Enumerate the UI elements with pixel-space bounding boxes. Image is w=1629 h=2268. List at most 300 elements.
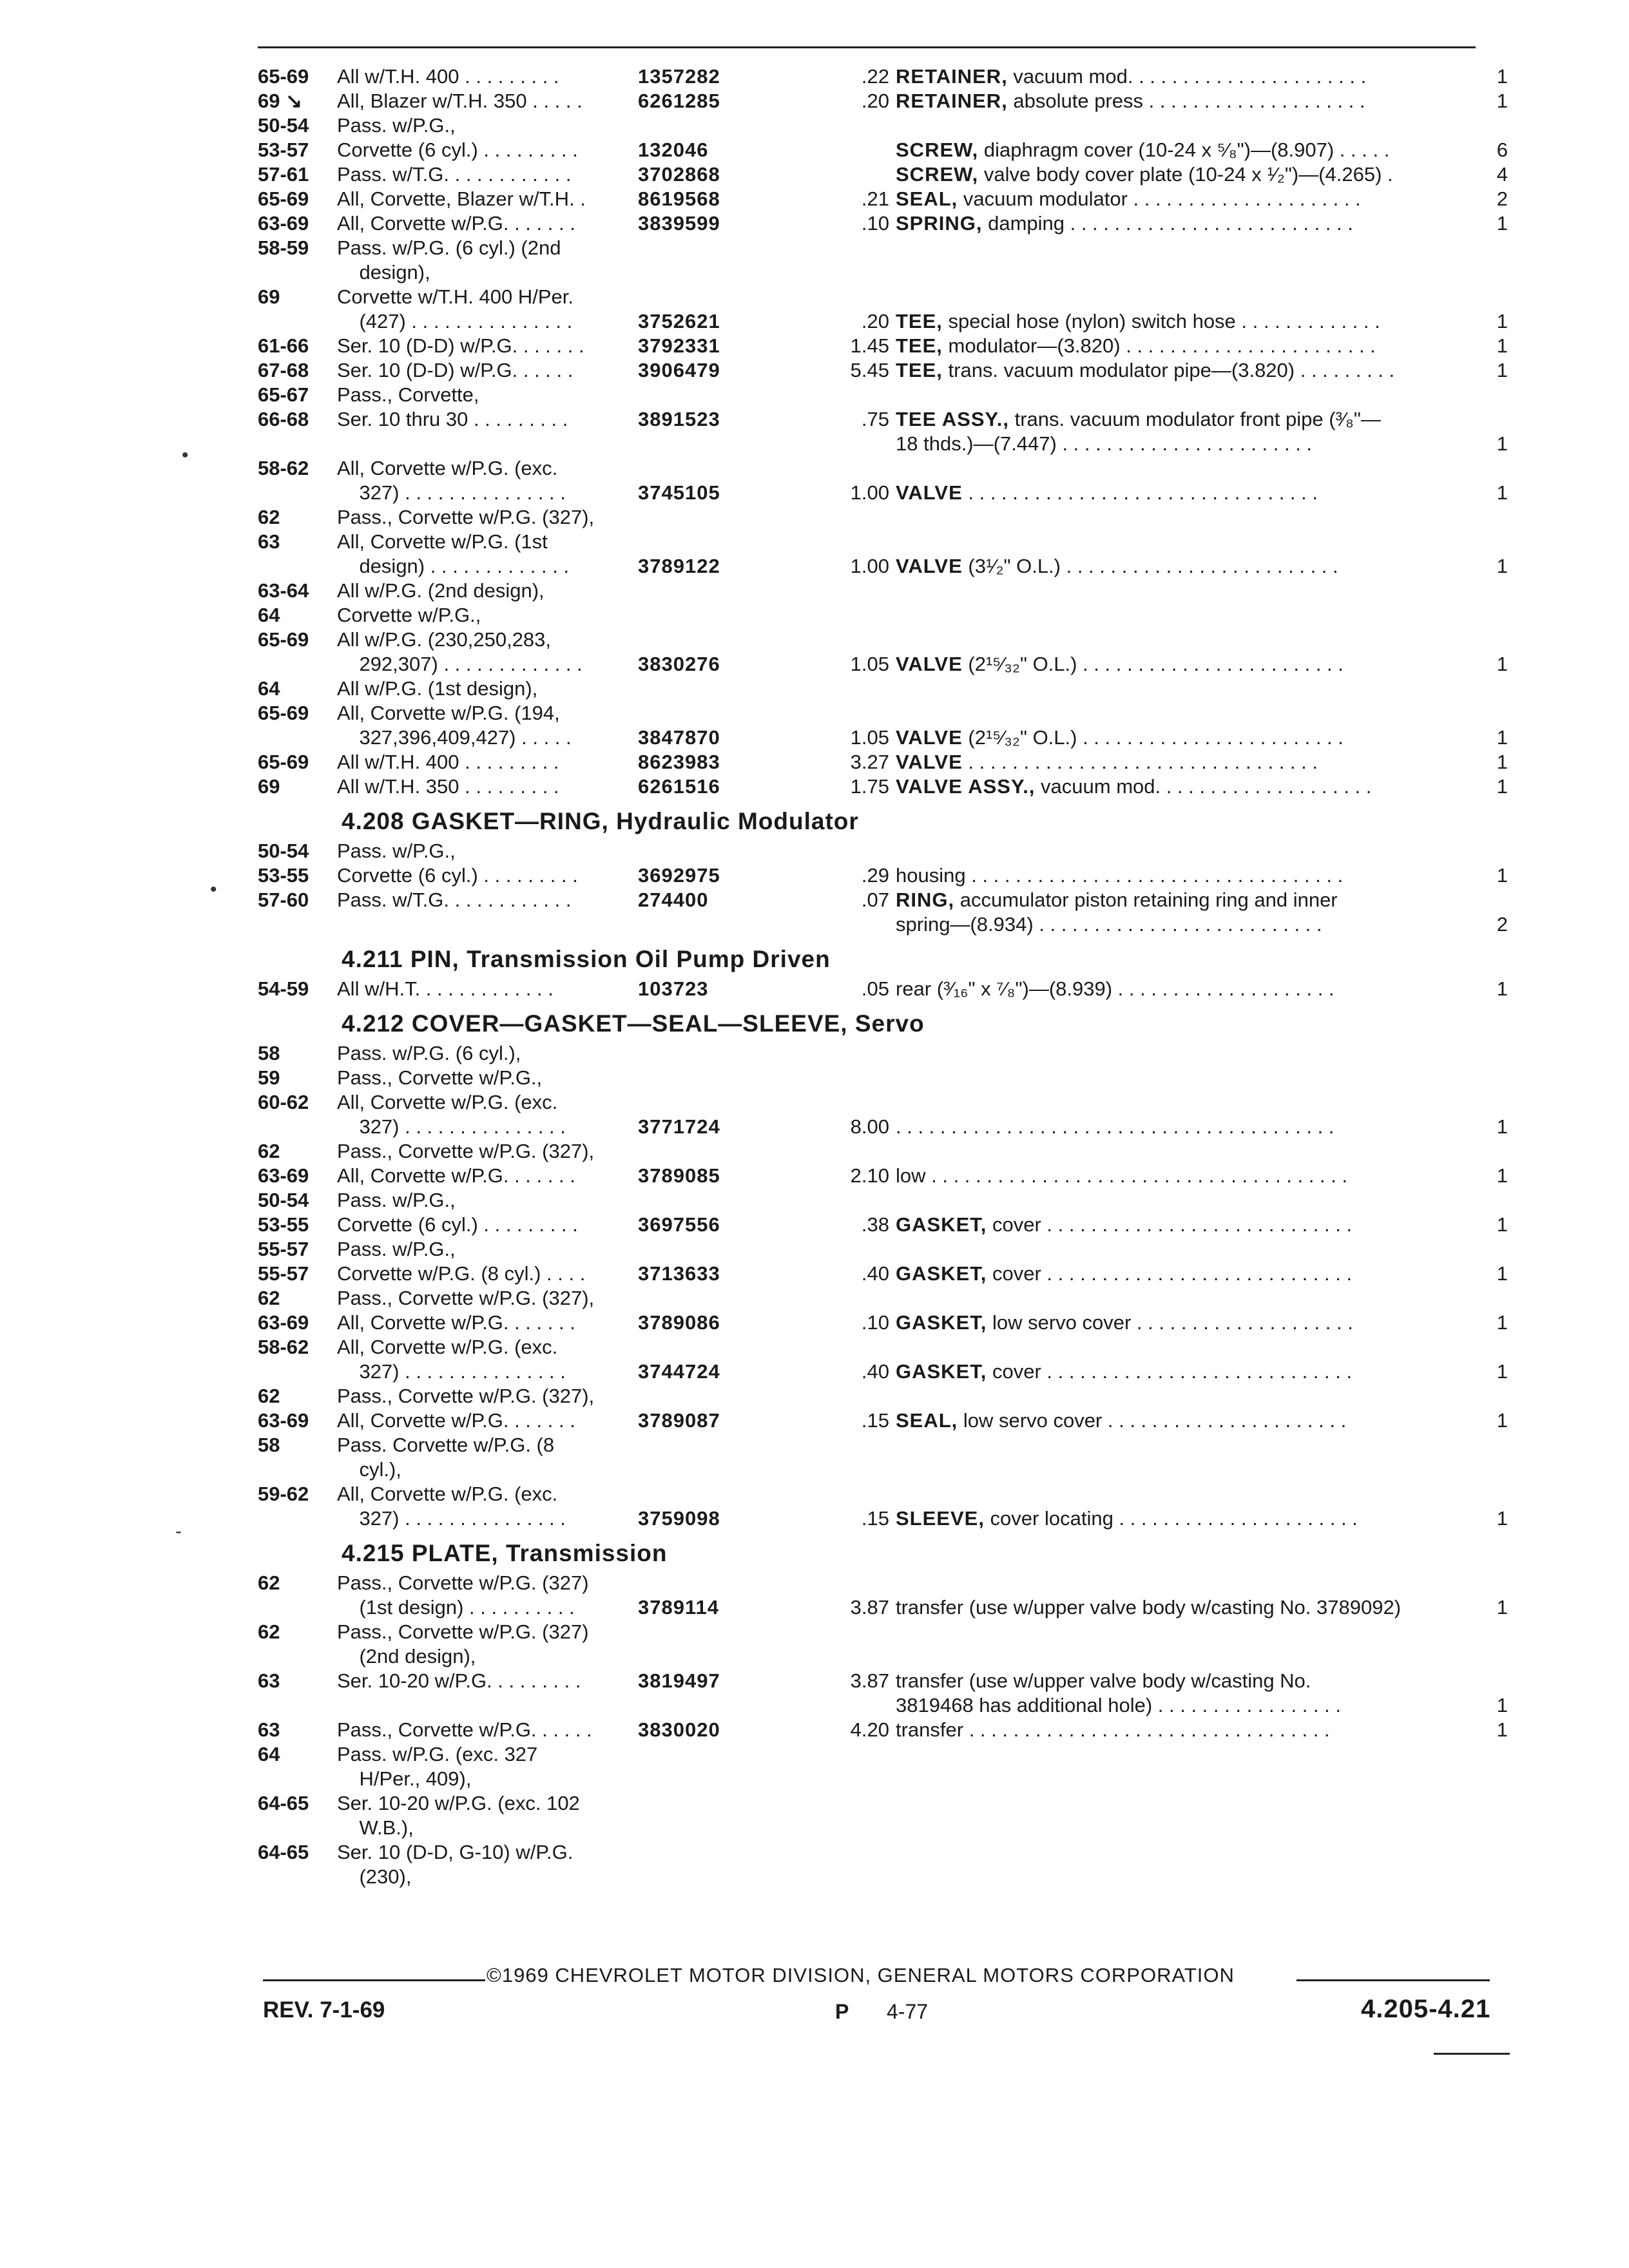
description: spring—(8.934) . . . . . . . . . . . . . . . . . . . . . . . . . . bbox=[896, 913, 1322, 936]
model-application: (1st design) . . . . . . . . . . bbox=[337, 1596, 575, 1619]
parts-row bbox=[258, 1041, 1508, 1066]
year-range: 59 bbox=[258, 1066, 280, 1089]
year-range: 63-64 bbox=[258, 579, 309, 602]
year-range: 64-65 bbox=[258, 1841, 309, 1863]
price: 3.87 bbox=[850, 1669, 889, 1692]
parts-row bbox=[258, 888, 1508, 912]
model-application: 292,307) . . . . . . . . . . . . . bbox=[337, 653, 583, 675]
model-application: 327) . . . . . . . . . . . . . . . bbox=[337, 481, 566, 504]
price: .75 bbox=[861, 408, 889, 430]
description: SCREW, valve body cover plate (10-24 x ¹⁄₂")—(4.265) . bbox=[896, 163, 1393, 186]
parts-row bbox=[258, 260, 1508, 285]
model-application: All w/T.H. 400 . . . . . . . . . bbox=[337, 65, 559, 88]
year-range: 65-69 bbox=[258, 702, 309, 724]
parts-row bbox=[258, 1237, 1508, 1262]
description: GASKET, cover . . . . . . . . . . . . . . . . . . . . . . . . . . . . bbox=[896, 1360, 1353, 1383]
parts-row bbox=[258, 162, 1508, 187]
description: VALVE . . . . . . . . . . . . . . . . . . . . . . . . . . . . . . . . bbox=[896, 481, 1318, 504]
quantity: 1 bbox=[1496, 310, 1508, 332]
model-application: Pass., Corvette w/P.G. (327), bbox=[337, 1287, 595, 1309]
price: 8.00 bbox=[850, 1115, 889, 1138]
year-range: 65-69 bbox=[258, 751, 309, 773]
description: transfer (use w/upper valve body w/casting No. bbox=[896, 1669, 1311, 1692]
parts-row bbox=[258, 1644, 1508, 1669]
model-application: Pass., Corvette w/P.G. (327), bbox=[337, 1140, 595, 1162]
description: SPRING, damping . . . . . . . . . . . . . . . . . . . . . . . . . . bbox=[896, 212, 1353, 235]
year-range: 69 bbox=[258, 285, 280, 308]
quantity: 1 bbox=[1496, 1360, 1508, 1383]
quantity: 1 bbox=[1496, 212, 1508, 235]
part-number: 3702868 bbox=[638, 163, 720, 186]
model-application: design) . . . . . . . . . . . . . bbox=[337, 555, 570, 577]
parts-row bbox=[258, 456, 1508, 481]
model-application: All, Corvette w/P.G. (exc. bbox=[337, 1483, 558, 1505]
model-application: Pass. w/P.G. (exc. 327 bbox=[337, 1743, 538, 1765]
model-application: Ser. 10 (D-D) w/P.G. . . . . . bbox=[337, 359, 574, 381]
description: RETAINER, absolute press . . . . . . . . . . . . . . . . . . . . bbox=[896, 90, 1365, 112]
year-range: 69 ↘ bbox=[258, 90, 303, 112]
margin-mark: • bbox=[210, 879, 217, 900]
year-range: 64-65 bbox=[258, 1792, 309, 1814]
quantity: 1 bbox=[1496, 432, 1508, 455]
model-application: All, Corvette, Blazer w/T.H. . bbox=[337, 187, 586, 210]
parts-row bbox=[258, 863, 1508, 888]
part-number: 3744724 bbox=[638, 1360, 720, 1383]
quantity: 1 bbox=[1496, 1262, 1508, 1285]
part-number: 3697556 bbox=[638, 1213, 720, 1236]
year-range: 62 bbox=[258, 506, 280, 528]
description: . . . . . . . . . . . . . . . . . . . . . . . . . . . . . . . . . . . . . . . . bbox=[896, 1115, 1335, 1138]
parts-row bbox=[258, 530, 1508, 554]
model-application: 327) . . . . . . . . . . . . . . . bbox=[337, 1360, 566, 1383]
section-heading-text: 4.211 PIN, Transmission Oil Pump Driven bbox=[342, 946, 831, 972]
model-application: Pass. w/P.G., bbox=[337, 114, 456, 137]
model-application: Pass. w/P.G. (6 cyl.) (2nd bbox=[337, 236, 561, 259]
price: .21 bbox=[861, 187, 889, 210]
year-range: 50-54 bbox=[258, 114, 309, 137]
parts-row bbox=[258, 113, 1508, 138]
part-number: 3839599 bbox=[638, 212, 720, 235]
description: GASKET, cover . . . . . . . . . . . . . . . . . . . . . . . . . . . . bbox=[896, 1262, 1353, 1285]
parts-row bbox=[258, 579, 1508, 603]
model-application: All, Blazer w/T.H. 350 . . . . . bbox=[337, 90, 583, 112]
model-application: All w/H.T. . . . . . . . . . . . . bbox=[337, 977, 554, 1000]
price: 4.20 bbox=[850, 1718, 889, 1741]
year-range: 63-69 bbox=[258, 1311, 309, 1334]
year-range: 64 bbox=[258, 1743, 280, 1765]
section-range: 4.205-4.21 bbox=[1361, 1995, 1491, 2023]
bottom-rule bbox=[1434, 2053, 1510, 2055]
section-heading-text: 4.212 COVER—GASKET—SEAL—SLEEVE, Servo bbox=[342, 1010, 925, 1037]
parts-row bbox=[258, 1669, 1508, 1693]
parts-row bbox=[258, 1164, 1508, 1188]
price: 3.87 bbox=[850, 1596, 889, 1619]
price: 1.05 bbox=[850, 653, 889, 675]
description: GASKET, low servo cover . . . . . . . . . . . . . . . . . . . . bbox=[896, 1311, 1353, 1334]
parts-row bbox=[258, 677, 1508, 701]
year-range: 55-57 bbox=[258, 1262, 309, 1285]
model-application: (2nd design), bbox=[337, 1645, 476, 1667]
parts-row bbox=[258, 89, 1508, 113]
model-application: Pass., Corvette, bbox=[337, 383, 479, 406]
part-number: 3906479 bbox=[638, 359, 720, 381]
quantity: 1 bbox=[1496, 1115, 1508, 1138]
description: low . . . . . . . . . . . . . . . . . . . . . . . . . . . . . . . . . . . . . . bbox=[896, 1164, 1348, 1187]
model-application: All, Corvette w/P.G. . . . . . . bbox=[337, 1409, 575, 1432]
part-number: 3789114 bbox=[638, 1596, 719, 1619]
description: RETAINER, vacuum mod. . . . . . . . . . . . . . . . . . . . . . bbox=[896, 65, 1367, 88]
year-range: 67-68 bbox=[258, 359, 309, 381]
model-application: Pass., Corvette w/P.G. (327), bbox=[337, 506, 595, 528]
description: VALVE (3¹⁄₂" O.L.) . . . . . . . . . . . . . . . . . . . . . . . . . bbox=[896, 555, 1338, 577]
year-range: 58-62 bbox=[258, 457, 309, 479]
parts-row bbox=[258, 236, 1508, 260]
model-application: Pass. w/P.G., bbox=[337, 1189, 456, 1211]
model-application: Corvette w/T.H. 400 H/Per. bbox=[337, 285, 574, 308]
price: .05 bbox=[861, 977, 889, 1000]
year-range: 53-55 bbox=[258, 1213, 309, 1236]
part-number: 3771724 bbox=[638, 1115, 720, 1138]
page-number: 4-77 bbox=[887, 2000, 929, 2023]
quantity: 1 bbox=[1496, 65, 1508, 88]
parts-row bbox=[258, 1816, 1508, 1840]
parts-row bbox=[258, 839, 1508, 863]
model-application: Pass. w/P.G., bbox=[337, 840, 456, 862]
description: rear (³⁄₁₆" x ⁷⁄₈")—(8.939) . . . . . . . . . . . . . . . . . . . . bbox=[896, 977, 1335, 1000]
model-application: (427) . . . . . . . . . . . . . . . bbox=[337, 310, 573, 332]
price: 3.27 bbox=[850, 751, 889, 773]
year-range: 65-69 bbox=[258, 65, 309, 88]
model-application: Pass., Corvette w/P.G. (327), bbox=[337, 1385, 595, 1407]
part-number: 3759098 bbox=[638, 1507, 720, 1530]
model-application: Corvette (6 cyl.) . . . . . . . . . bbox=[337, 1213, 578, 1236]
part-number: 8623983 bbox=[638, 751, 720, 773]
top-rule bbox=[258, 46, 1476, 48]
parts-row bbox=[258, 505, 1508, 530]
parts-row bbox=[258, 64, 1508, 89]
section-heading-text: 4.208 GASKET—RING, Hydraulic Modulator bbox=[342, 808, 859, 834]
model-application: Ser. 10 thru 30 . . . . . . . . . bbox=[337, 408, 568, 430]
price: .10 bbox=[861, 1311, 889, 1334]
description: GASKET, cover . . . . . . . . . . . . . . . . . . . . . . . . . . . . bbox=[896, 1213, 1353, 1236]
year-range: 60-62 bbox=[258, 1091, 309, 1113]
model-application: Pass., Corvette w/P.G. (327) bbox=[337, 1620, 589, 1643]
parts-row bbox=[258, 726, 1508, 750]
parts-row bbox=[258, 358, 1508, 383]
part-number: 3792331 bbox=[638, 334, 720, 357]
description: TEE ASSY., trans. vacuum modulator front pipe (³⁄₈"— bbox=[896, 408, 1381, 430]
model-application: Ser. 10-20 w/P.G. . . . . . . . . bbox=[337, 1669, 581, 1692]
part-number: 3789087 bbox=[638, 1409, 720, 1432]
parts-row bbox=[258, 309, 1508, 334]
parts-row bbox=[258, 1360, 1508, 1384]
price: .20 bbox=[861, 310, 889, 332]
part-number: 103723 bbox=[638, 977, 709, 1000]
model-application: All w/T.H. 350 . . . . . . . . . bbox=[337, 775, 559, 798]
quantity: 1 bbox=[1496, 1718, 1508, 1741]
model-application: 327) . . . . . . . . . . . . . . . bbox=[337, 1115, 566, 1138]
description: VALVE (2¹⁵⁄₃₂" O.L.) . . . . . . . . . . . . . . . . . . . . . . . . bbox=[896, 726, 1344, 749]
description: SCREW, diaphragm cover (10-24 x ⁵⁄₈")—(8.907) . . . . . bbox=[896, 139, 1390, 161]
quantity: 1 bbox=[1496, 653, 1508, 675]
parts-row bbox=[258, 774, 1508, 799]
price: .20 bbox=[861, 90, 889, 112]
model-application: cyl.), bbox=[337, 1458, 401, 1481]
price: .40 bbox=[861, 1262, 889, 1285]
quantity: 1 bbox=[1496, 555, 1508, 577]
description: housing . . . . . . . . . . . . . . . . . . . . . . . . . . . . . . . . . . bbox=[896, 864, 1344, 887]
parts-row bbox=[258, 701, 1508, 726]
part-number: 3713633 bbox=[638, 1262, 720, 1285]
description: TEE, special hose (nylon) switch hose . . . . . . . . . . . . . bbox=[896, 310, 1380, 332]
parts-row bbox=[258, 912, 1508, 937]
description: 18 thds.)—(7.447) . . . . . . . . . . . . . . . . . . . . . . . bbox=[896, 432, 1313, 455]
parts-row bbox=[258, 750, 1508, 774]
model-application: All, Corvette w/P.G. (exc. bbox=[337, 1091, 558, 1113]
year-range: 62 bbox=[258, 1385, 280, 1407]
parts-row bbox=[258, 1384, 1508, 1408]
price: 1.45 bbox=[850, 334, 889, 357]
quantity: 1 bbox=[1496, 726, 1508, 749]
part-number: 3830020 bbox=[638, 1718, 720, 1741]
parts-row bbox=[258, 383, 1508, 407]
price: .40 bbox=[861, 1360, 889, 1383]
parts-row bbox=[258, 334, 1508, 358]
parts-row bbox=[258, 1213, 1508, 1237]
description: VALVE (2¹⁵⁄₃₂" O.L.) . . . . . . . . . . . . . . . . . . . . . . . . bbox=[896, 653, 1344, 675]
price: .15 bbox=[861, 1409, 889, 1432]
description: transfer . . . . . . . . . . . . . . . . . . . . . . . . . . . . . . . . . bbox=[896, 1718, 1330, 1741]
price: 1.05 bbox=[850, 726, 889, 749]
section-heading bbox=[258, 799, 1508, 839]
parts-row bbox=[258, 187, 1508, 211]
model-application: Pass., Corvette w/P.G. (327) bbox=[337, 1571, 589, 1594]
year-range: 53-57 bbox=[258, 139, 309, 161]
revision-date: REV. 7-1-69 bbox=[263, 1997, 385, 2023]
parts-row bbox=[258, 603, 1508, 628]
parts-row bbox=[258, 1571, 1508, 1595]
part-number: 3692975 bbox=[638, 864, 720, 887]
price: 5.45 bbox=[850, 359, 889, 381]
year-range: 53-55 bbox=[258, 864, 309, 887]
model-application: design), bbox=[337, 261, 430, 284]
price: 2.10 bbox=[850, 1164, 889, 1187]
year-range: 58 bbox=[258, 1434, 280, 1456]
part-number: 6261516 bbox=[638, 775, 720, 798]
quantity: 1 bbox=[1496, 359, 1508, 381]
section-heading-text: 4.215 PLATE, Transmission bbox=[342, 1540, 668, 1566]
parts-row bbox=[258, 1090, 1508, 1115]
year-range: 64 bbox=[258, 604, 280, 626]
parts-row bbox=[258, 1408, 1508, 1433]
year-range: 62 bbox=[258, 1571, 280, 1594]
quantity: 1 bbox=[1496, 775, 1508, 798]
year-range: 66-68 bbox=[258, 408, 309, 430]
footer-rule-left bbox=[263, 1979, 485, 1981]
model-application: All, Corvette w/P.G. (exc. bbox=[337, 1336, 558, 1358]
price: .07 bbox=[861, 889, 889, 911]
part-number: 3789085 bbox=[638, 1164, 720, 1187]
part-number: 3789086 bbox=[638, 1311, 720, 1334]
model-application: All, Corvette w/P.G. (194, bbox=[337, 702, 560, 724]
part-number: 6261285 bbox=[638, 90, 720, 112]
part-number: 1357282 bbox=[638, 65, 720, 88]
price: .22 bbox=[861, 65, 889, 88]
parts-row bbox=[258, 977, 1508, 1001]
year-range: 63-69 bbox=[258, 212, 309, 235]
year-range: 57-61 bbox=[258, 163, 309, 186]
parts-row bbox=[258, 1791, 1508, 1816]
quantity: 1 bbox=[1496, 334, 1508, 357]
parts-row bbox=[258, 1286, 1508, 1311]
description: SEAL, vacuum modulator . . . . . . . . . . . . . . . . . . . . . bbox=[896, 187, 1361, 210]
description: TEE, modulator—(3.820) . . . . . . . . . . . . . . . . . . . . . . . bbox=[896, 334, 1376, 357]
parts-row bbox=[258, 1335, 1508, 1360]
model-application: All w/P.G. (1st design), bbox=[337, 677, 538, 700]
parts-row bbox=[258, 1311, 1508, 1335]
parts-row bbox=[258, 1718, 1508, 1742]
year-range: 64 bbox=[258, 677, 280, 700]
model-application: Ser. 10 (D-D) w/P.G. . . . . . . bbox=[337, 334, 584, 357]
price: .38 bbox=[861, 1213, 889, 1236]
part-number: 3830276 bbox=[638, 653, 720, 675]
quantity: 1 bbox=[1496, 864, 1508, 887]
quantity: 1 bbox=[1496, 1409, 1508, 1432]
model-application: All, Corvette w/P.G. . . . . . . bbox=[337, 1311, 575, 1334]
year-range: 59-62 bbox=[258, 1483, 309, 1505]
section-heading bbox=[258, 1001, 1508, 1041]
parts-row bbox=[258, 1188, 1508, 1213]
model-application: Pass., Corvette w/P.G., bbox=[337, 1066, 543, 1089]
part-number: 3847870 bbox=[638, 726, 720, 749]
quantity: 1 bbox=[1496, 977, 1508, 1000]
model-application: Pass. Corvette w/P.G. (8 bbox=[337, 1434, 555, 1456]
quantity: 1 bbox=[1496, 90, 1508, 112]
footer-rule-right bbox=[1296, 1979, 1490, 1981]
year-range: 50-54 bbox=[258, 1189, 309, 1211]
parts-row bbox=[258, 1865, 1508, 1889]
parts-row bbox=[258, 1115, 1508, 1139]
description: VALVE ASSY., vacuum mod. . . . . . . . . . . . . . . . . . . . bbox=[896, 775, 1372, 798]
price: .15 bbox=[861, 1507, 889, 1530]
quantity: 2 bbox=[1496, 187, 1508, 210]
model-application: 327) . . . . . . . . . . . . . . . bbox=[337, 1507, 566, 1530]
quantity: 4 bbox=[1496, 163, 1508, 186]
year-range: 57-60 bbox=[258, 889, 309, 911]
model-application: W.B.), bbox=[337, 1816, 414, 1839]
quantity: 1 bbox=[1496, 481, 1508, 504]
parts-row bbox=[258, 211, 1508, 236]
model-application: Corvette w/P.G. (8 cyl.) . . . . bbox=[337, 1262, 586, 1285]
description: RING, accumulator piston retaining ring and inner bbox=[896, 889, 1338, 911]
parts-row bbox=[258, 481, 1508, 505]
parts-row bbox=[258, 1693, 1508, 1718]
year-range: 65-67 bbox=[258, 383, 309, 406]
model-application: All w/P.G. (2nd design), bbox=[337, 579, 545, 602]
part-number: 3752621 bbox=[638, 310, 720, 332]
year-range: 58-59 bbox=[258, 236, 309, 259]
quantity: 1 bbox=[1496, 1164, 1508, 1187]
model-application: Corvette w/P.G., bbox=[337, 604, 481, 626]
year-range: 58 bbox=[258, 1042, 280, 1064]
model-application: Pass. w/P.G., bbox=[337, 1238, 456, 1260]
parts-list bbox=[258, 64, 1508, 1889]
model-application: Corvette (6 cyl.) . . . . . . . . . bbox=[337, 139, 578, 161]
parts-row bbox=[258, 432, 1508, 456]
model-application: All, Corvette w/P.G. (exc. bbox=[337, 457, 558, 479]
parts-row bbox=[258, 554, 1508, 579]
parts-row bbox=[258, 138, 1508, 162]
year-range: 62 bbox=[258, 1140, 280, 1162]
page-letter: P bbox=[835, 2000, 849, 2023]
parts-row bbox=[258, 1620, 1508, 1644]
part-number: 274400 bbox=[638, 889, 709, 911]
year-range: 63 bbox=[258, 1718, 280, 1741]
year-range: 63 bbox=[258, 1669, 280, 1692]
quantity: 1 bbox=[1496, 1694, 1508, 1716]
model-application: Pass., Corvette w/P.G. . . . . . bbox=[337, 1718, 592, 1741]
quantity: 1 bbox=[1496, 1507, 1508, 1530]
part-number: 3745105 bbox=[638, 481, 720, 504]
model-application: Ser. 10 (D-D, G-10) w/P.G. bbox=[337, 1841, 574, 1863]
year-range: 50-54 bbox=[258, 840, 309, 862]
quantity: 1 bbox=[1496, 1311, 1508, 1334]
year-range: 63 bbox=[258, 530, 280, 553]
year-range: 69 bbox=[258, 775, 280, 798]
parts-row bbox=[258, 1767, 1508, 1791]
parts-row bbox=[258, 1139, 1508, 1164]
parts-row bbox=[258, 1742, 1508, 1767]
part-number: 3789122 bbox=[638, 555, 720, 577]
part-number: 3891523 bbox=[638, 408, 720, 430]
model-application: All, Corvette w/P.G. . . . . . . bbox=[337, 1164, 575, 1187]
description: SLEEVE, cover locating . . . . . . . . . . . . . . . . . . . . . . bbox=[896, 1507, 1358, 1530]
parts-row bbox=[258, 1433, 1508, 1457]
margin-mark: - bbox=[175, 1521, 182, 1542]
year-range: 62 bbox=[258, 1620, 280, 1643]
year-range: 61-66 bbox=[258, 334, 309, 357]
year-range: 62 bbox=[258, 1287, 280, 1309]
section-heading bbox=[258, 937, 1508, 977]
quantity: 2 bbox=[1496, 913, 1508, 936]
parts-row bbox=[258, 1482, 1508, 1506]
description: VALVE . . . . . . . . . . . . . . . . . . . . . . . . . . . . . . . . bbox=[896, 751, 1318, 773]
model-application: H/Per., 409), bbox=[337, 1767, 472, 1790]
parts-row bbox=[258, 1457, 1508, 1482]
model-application: 327,396,409,427) . . . . . bbox=[337, 726, 572, 749]
section-heading bbox=[258, 1531, 1508, 1571]
part-number: 8619568 bbox=[638, 187, 720, 210]
model-application: All w/P.G. (230,250,283, bbox=[337, 628, 552, 651]
year-range: 65-69 bbox=[258, 628, 309, 651]
year-range: 55-57 bbox=[258, 1238, 309, 1260]
model-application: All, Corvette w/P.G. (1st bbox=[337, 530, 548, 553]
model-application: Pass. w/T.G. . . . . . . . . . . . bbox=[337, 889, 572, 911]
model-application: All, Corvette w/P.G. . . . . . . bbox=[337, 212, 575, 235]
description: SEAL, low servo cover . . . . . . . . . . . . . . . . . . . . . . bbox=[896, 1409, 1347, 1432]
parts-row bbox=[258, 407, 1508, 432]
parts-row bbox=[258, 1595, 1508, 1620]
year-range: 63-69 bbox=[258, 1409, 309, 1432]
quantity: 1 bbox=[1496, 1213, 1508, 1236]
model-application: Pass. w/P.G. (6 cyl.), bbox=[337, 1042, 521, 1064]
margin-mark: • bbox=[182, 445, 189, 466]
parts-row bbox=[258, 1262, 1508, 1286]
price: .29 bbox=[861, 864, 889, 887]
description: TEE, trans. vacuum modulator pipe—(3.820) . . . . . . . . . bbox=[896, 359, 1395, 381]
parts-row bbox=[258, 1066, 1508, 1090]
parts-row bbox=[258, 1840, 1508, 1865]
